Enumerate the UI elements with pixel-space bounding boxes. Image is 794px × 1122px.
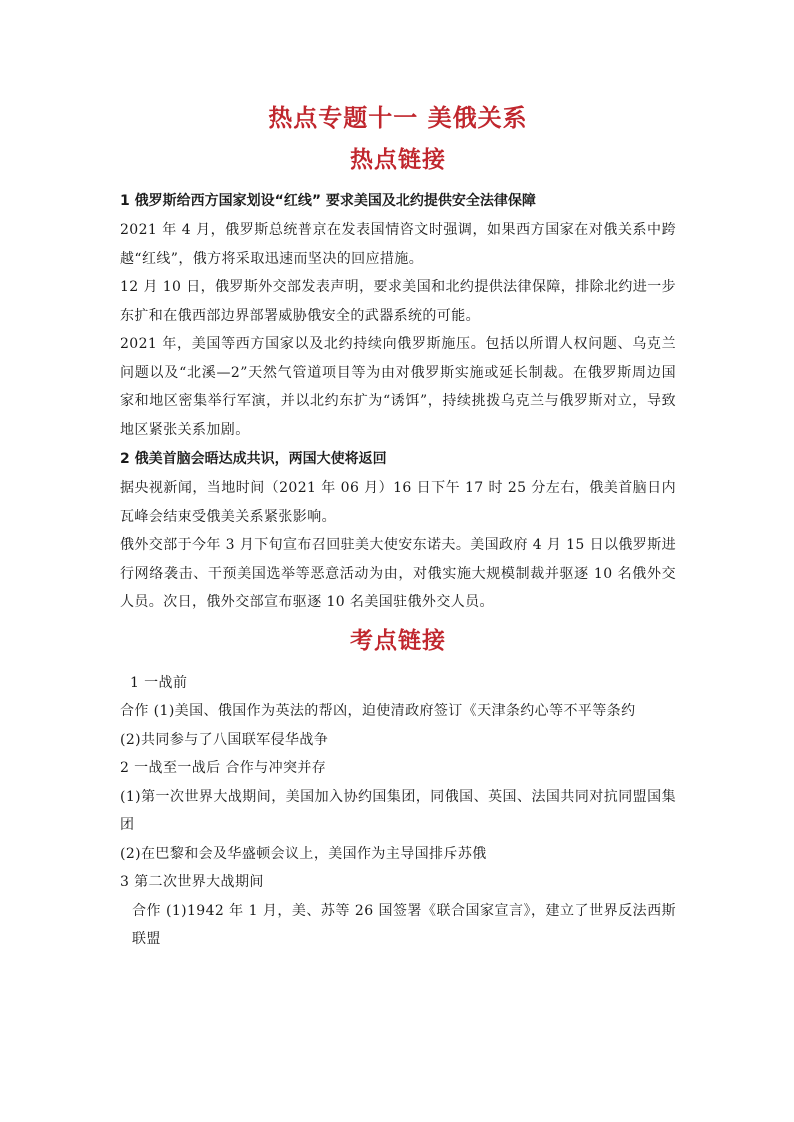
exam-line-7: 3 第二次世界大战期间 [120,874,264,890]
exam-line-8: 合作 (1)1942 年 1 月，美、苏等 26 国签署《联合国家宣言》，建立了世界反法西斯联盟 [132,902,676,947]
section-heading-hot: 热点链接 [350,147,446,173]
exam-line-1: 1 一战前 [130,674,188,691]
paragraph-1-1: 2021 年 4 月，俄罗斯总统普京在发表国情咨文时强调，如果西方国家在对俄关系中跨越“红线”，俄方将采取迅速而坚决的回应措施。 [120,222,676,267]
paragraph-2-1: 据央视新闻，当地时间（2021 年 06 月）16 日下午 17 时 25 分左右，俄美首脑日内瓦峰会结束受俄美关系紧张影响。 [120,480,676,525]
subhead-2: 2 俄美首脑会晤达成共识，两国大使将返回 [120,451,387,467]
page-title: 热点专题十一 美俄关系 [268,104,528,132]
exam-line-6: (2)在巴黎和会及华盛顿会议上，美国作为主导国排斥苏俄 [120,845,487,862]
exam-line-2: 合作 (1)美国、俄国作为英法的帮凶，迫使清政府签订《天津条约心等不平等条约 [120,703,636,719]
section-heading-exam: 考点链接 [350,627,446,654]
paragraph-1-2: 12 月 10 日，俄罗斯外交部发表声明，要求美国和北约提供法律保障，排除北约进一步东扩和在俄西部边界部署威胁俄安全的武器系统的可能。 [120,279,676,324]
exam-line-3: (2)共同参与了八国联军侵华战争 [120,731,329,748]
exam-line-4: 2 一战至一战后 合作与冲突并存 [120,760,327,776]
paragraph-2-2: 俄外交部于今年 3 月下旬宣布召回驻美大使安东诺夫。美国政府 4 月 15 日以俄罗斯进行网络袭击、干预美国选举等恶意活动为由，对俄实施大规模制裁并驱逐 10 名俄外交人员。次日，俄外交部宣布驱逐 10 名美国驻俄外交人员。 [120,537,676,610]
paragraph-1-3: 2021 年，美国等西方国家以及北约持续向俄罗斯施压。包括以所谓人权问题、乌克兰问题以及“北溪—2”天然气管道项目等为由对俄罗斯实施或延长制裁。在俄罗斯周边国家和地区密集举行军演，并以北约东扩为“诱饵”，持续挑拨乌克兰与俄罗斯对立，导致地区紧张关系加剧。 [120,336,676,438]
exam-line-5: (1)第一次世界大战期间，美国加入协约国集团，同俄国、英国、法国共同对抗同盟国集团 [120,788,676,833]
subhead-1: 1 俄罗斯给西方国家划设“红线” 要求美国及北约提供安全法律保障 [120,193,536,209]
